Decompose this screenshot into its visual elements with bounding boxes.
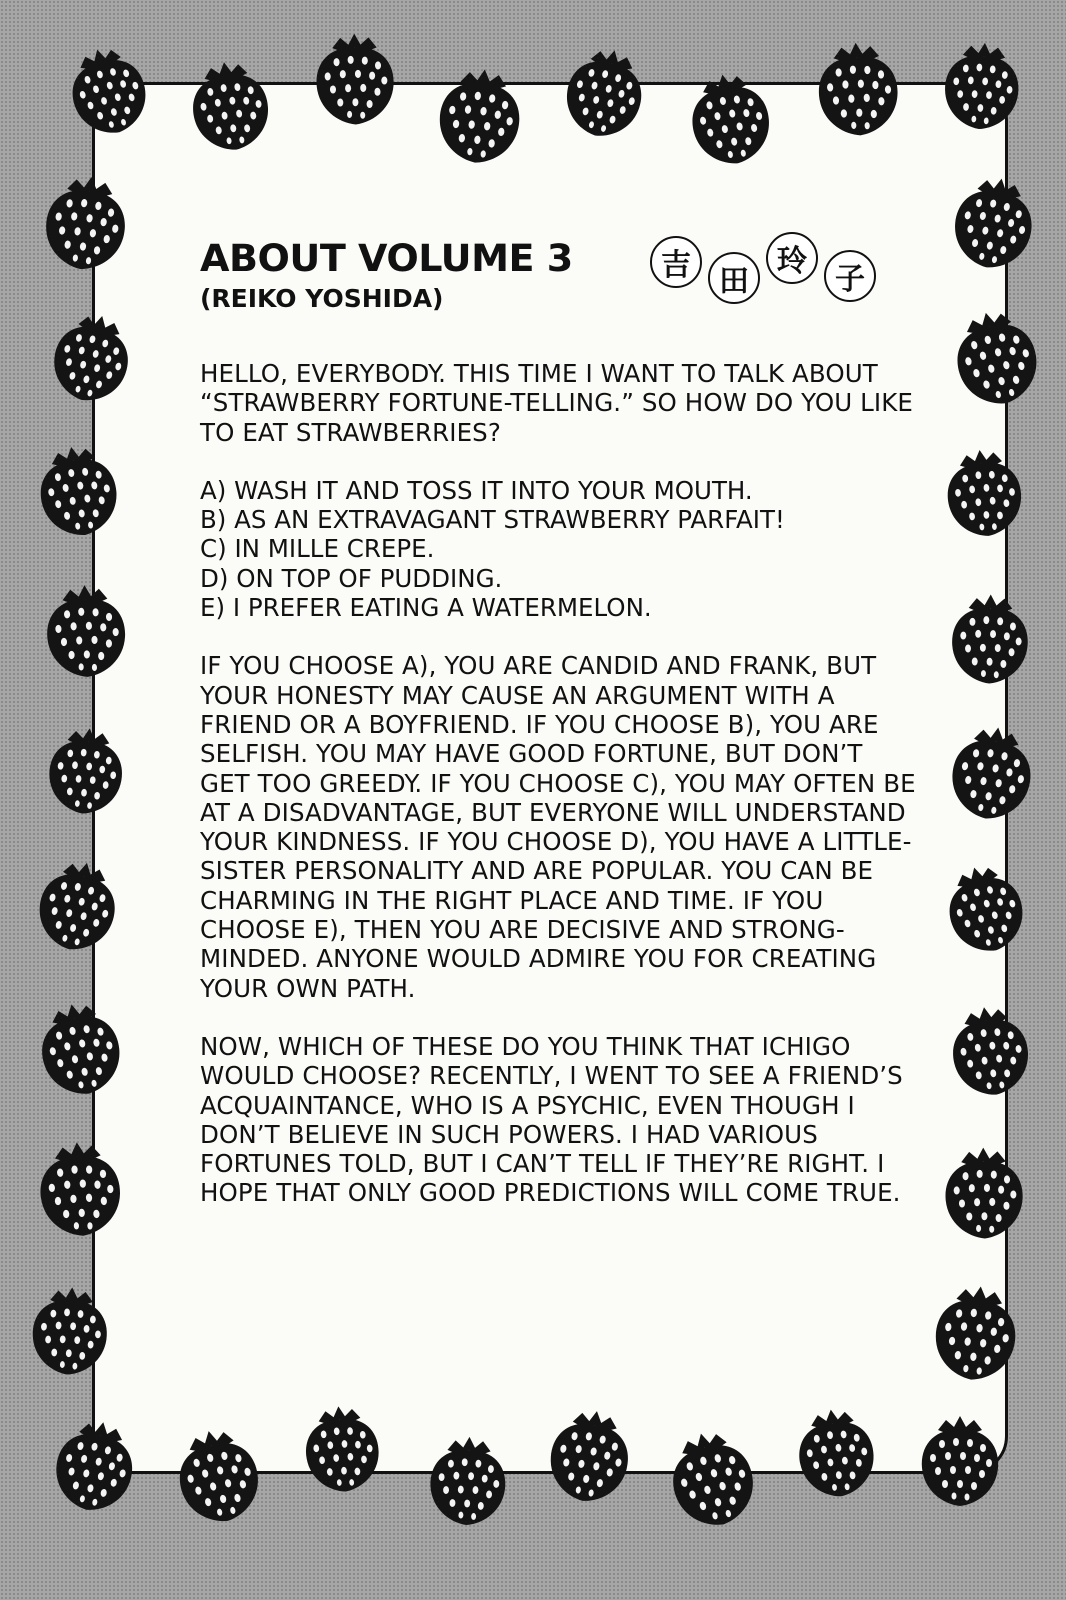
closing-paragraph: NOW, WHICH OF THESE DO YOU THINK THAT ICHIGO WOULD CHOOSE? RECENTLY, I WENT TO SEE A FRIEND’S ACQUAINTANCE, WHO IS A PSYCHIC, EVEN THOUGH I DON’T BELIEVE IN SUCH POWERS. I HAD VARIOUS FORTUNES TOLD, BUT I CAN’T TELL IF THEY’RE RIGHT. I HOPE THAT ONLY GOOD PREDICTIONS WILL COME TRUE. [200, 1031, 903, 1208]
strawberry-icon [34, 441, 123, 541]
strawberry-icon [939, 858, 1031, 959]
strawberry-icon [62, 40, 154, 141]
strawberry-icon [429, 1436, 507, 1527]
strawberry-icon [187, 57, 273, 155]
strawberry-icon [951, 594, 1028, 684]
option-c: C) IN MILLE CREPE. [200, 534, 435, 564]
author-name: (REIKO YOSHIDA) [200, 284, 444, 313]
strawberry-icon [816, 41, 899, 138]
strawberry-icon [46, 307, 138, 409]
strawberry-icon [316, 33, 395, 125]
strawberry-icon [32, 855, 124, 957]
kanji-char-4: 子 [824, 250, 876, 302]
strawberry-icon [947, 304, 1045, 412]
strawberry-icon [41, 172, 130, 274]
strawberry-icon [302, 1403, 382, 1494]
strawberry-icon [948, 172, 1039, 274]
option-e: E) I PREFER EATING A WATERMELON. [200, 593, 652, 623]
kanji-char-1: 吉 [650, 236, 702, 288]
option-d: D) ON TOP OF PUDDING. [200, 563, 503, 593]
strawberry-icon [46, 725, 126, 816]
strawberry-icon [46, 584, 127, 678]
strawberry-icon [436, 65, 525, 166]
strawberry-icon [545, 1405, 635, 1507]
strawberry-icon [943, 446, 1025, 540]
page-title: ABOUT VOLUME 3 [200, 237, 573, 280]
strawberry-icon [49, 1415, 140, 1517]
kanji-char-3: 玲 [766, 232, 818, 284]
strawberry-icon [662, 1424, 762, 1534]
results-paragraph: IF YOU CHOOSE A), YOU ARE CANDID AND FRANK, BUT YOUR HONESTY MAY CAUSE AN ARGUMENT WITH A FRIEND OR A BOYFRIEND. IF YOU CHOOSE B), YOU ARE SELFISH. YOU MAY HAVE GOOD FORTUNE, BUT DON’T GET TOO GREEDY. IF YOU CHOOSE C), YOU MAY OFTEN BE AT A DISADVANTAGE, BUT EVERYONE WILL UNDERSTAND YOUR KINDNESS. IF YOU CHOOSE D), YOU HAVE A LITTLE-SISTER PERSONALITY AND ARE POPULAR. YOU CAN BE CHARMING IN THE RIGHT PLACE AND TIME. IF YOU CHOOSE E), THEN YOU ARE DECISIVE AND STRONG-MINDED. ANYONE WOULD ADMIRE YOU FOR CREATING YOUR OWN PATH. [200, 651, 916, 1003]
kanji-char-2: 田 [708, 252, 760, 304]
strawberry-icon [34, 997, 127, 1101]
strawberry-icon [37, 1140, 123, 1239]
strawberry-icon [31, 1285, 110, 1376]
strawberry-icon [945, 1147, 1024, 1239]
strawberry-icon [942, 40, 1021, 131]
strawberry-icon [685, 68, 776, 170]
strawberry-icon [171, 1423, 266, 1529]
strawberry-icon [794, 1405, 878, 1501]
intro-paragraph: HELLO, EVERYBODY. THIS TIME I WANT TO TALK ABOUT “STRAWBERRY FORTUNE-TELLING.” SO HOW DO YOU LIKE TO EAT STRAWBERRIES? [200, 359, 914, 447]
strawberry-icon [947, 1002, 1033, 1100]
strawberry-icon [922, 1416, 998, 1506]
strawberry-icon [932, 1282, 1021, 1383]
option-a: A) WASH IT AND TOSS IT INTO YOUR MOUTH. [200, 475, 753, 505]
option-b: B) AS AN EXTRAVAGANT STRAWBERRY PARFAIT! [200, 505, 785, 535]
strawberry-icon [559, 42, 651, 144]
article-content [200, 238, 920, 1208]
strawberry-icon [947, 722, 1037, 824]
options-list [200, 476, 920, 622]
